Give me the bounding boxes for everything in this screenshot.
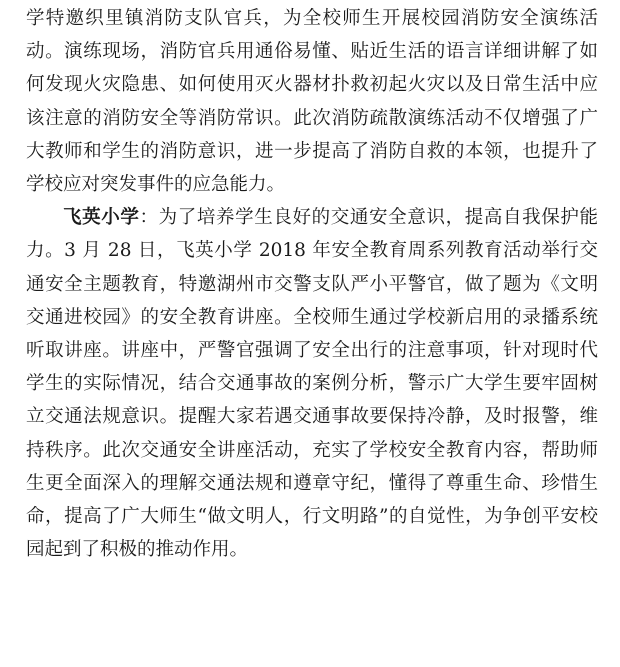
document-page (26, 2, 598, 566)
paragraph-traffic-safety (26, 201, 598, 566)
paragraph-fire-drill: 学特邀织里镇消防支队官兵，为全校师生开展校园消防安全演练活动。演练现场，消防官兵用通俗易懂、贴近生活的语言详细讲解了如何发现火灾隐患、如何使用灭火器材扑救初起火灾以及日常生活中应该注意的消防安全等消防常识。此次消防疏散演练活动不仅增强了广大教师和学生的消防意识，进一步提高了消防自救的本领，也提升了学校应对突发事件的应急能力。 (26, 8, 598, 196)
school-name-lead: 飞英小学 (63, 207, 140, 229)
paragraph-traffic-safety-text: ：为了培养学生良好的交通安全意识，提高自我保护能力。3 月 28 日，飞英小学 2018 年安全教育周系列教育活动举行交通安全主题教育，特邀湖州市交警支队严小平警官，做了题为《文明交通进校园》的安全教育讲座。全校师生通过学校新启用的录播系统听取讲座。讲座中，严警官强调了安全出行的注意事项，针对现时代学生的实际情况，结合交通事故的案例分析，警示广大学生要牢固树立交通法规意识。提醒大家若遇交通事故要保持冷静，及时报警，维持秩序。此次交通安全讲座活动，充实了学校安全教育内容，帮助师生更全面深入的理解交通法规和遵章守纪，懂得了尊重生命、珍惜生命，提高了广大师生“做文明人，行文明路”的自觉性，为争创平安校园起到了积极的推动作用。 (26, 207, 598, 561)
